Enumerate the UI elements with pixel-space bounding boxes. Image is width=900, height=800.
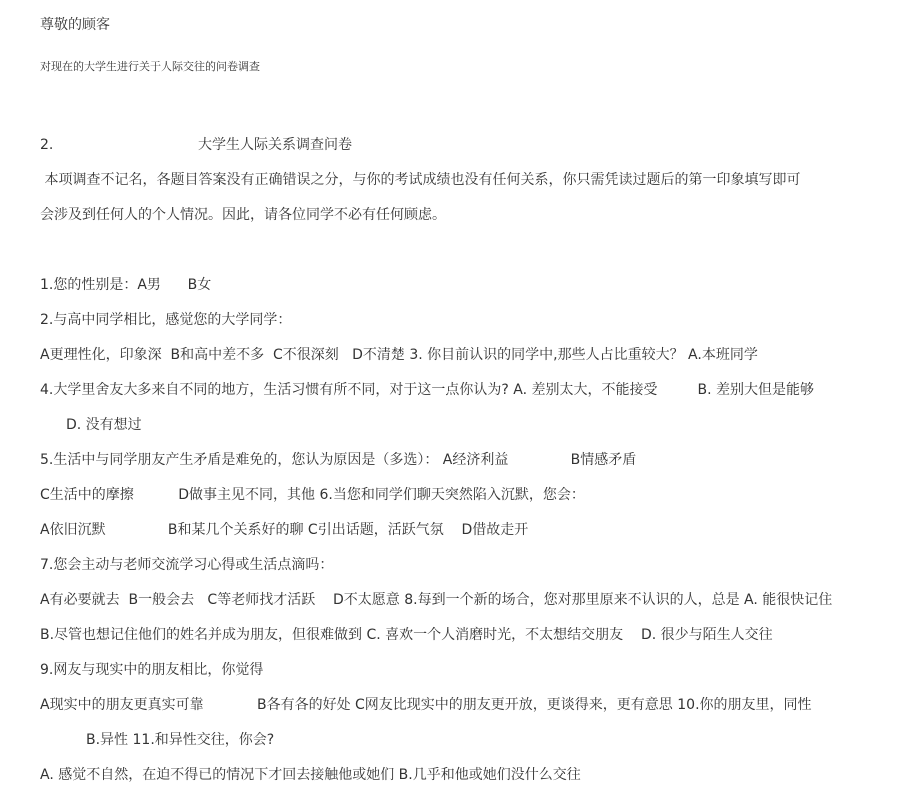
question-9: 9.网友与现实中的朋友相比，你觉得 [40,662,264,678]
question-11-options: A. 感觉不自然，在迫不得已的情况下才回去接触他或她们 B.几乎和他或她们没什么交往 [40,767,581,783]
intro-line-1: 本项调查不记名，各题目答案没有正确错误之分，与你的考试成绩也没有任何关系，你只需凭读过题后的第一印象填写即可 [40,172,801,188]
question-7: 7.您会主动与老师交流学习心得或生活点滴吗： [40,557,334,573]
question-5: 5.生活中与同学朋友产生矛盾是难免的，您认为原因是（多选）： A经济利益 B情感矛盾 [40,452,637,468]
question-2-options: A更理性化，印象深 B和高中差不多 C不很深刻 D不清楚 3. 你目前认识的同学中,那些人占比重较大？ A.本班同学 [40,347,758,363]
section-title: 大学生人际关系调查问卷 [198,137,352,153]
intro-line-2: 会涉及到任何人的个人情况。因此，请各位同学不必有任何顾虑。 [40,207,446,223]
survey-subtitle: 对现在的大学生进行关于人际交往的问卷调查 [40,60,260,73]
question-7-options: A有必要就去 B一般会去 C等老师找才活跃 D不太愿意 8.每到一个新的场合，您对那里原来不认识的人，总是 A. 能很快记住 [40,592,833,608]
question-6-options: A依旧沉默 B和某几个关系好的聊 C引出话题，活跃气氛 D借故走开 [40,522,529,538]
question-2: 2.与高中同学相比，感觉您的大学同学： [40,312,292,328]
question-4: 4.大学里舍友大多来自不同的地方，生活习惯有所不同，对于这一点你认为? A. 差别太大，不能接受 B. 差别大但是能够 [40,382,815,398]
question-1: 1.您的性别是：A男 B女 [40,277,212,293]
question-4-option-d: D. 没有想过 [66,417,142,433]
greeting-heading: 尊敬的顾客 [40,17,110,33]
section-number: 2. [40,137,54,153]
question-8-options: B.尽管也想记住他们的姓名并成为朋友，但很难做到 C. 喜欢一个人消磨时光，不太想结交朋友 D. 很少与陌生人交往 [40,627,773,643]
question-11: B.异性 11.和异性交往，你会? [86,732,275,748]
question-5-options: C生活中的摩擦 D做事主见不同，其他 6.当您和同学们聊天突然陷入沉默，您会： [40,487,585,503]
question-9-options: A现实中的朋友更真实可靠 B各有各的好处 C网友比现实中的朋友更开放，更谈得来，更有意思 10.你的朋友里，同性 [40,697,812,713]
